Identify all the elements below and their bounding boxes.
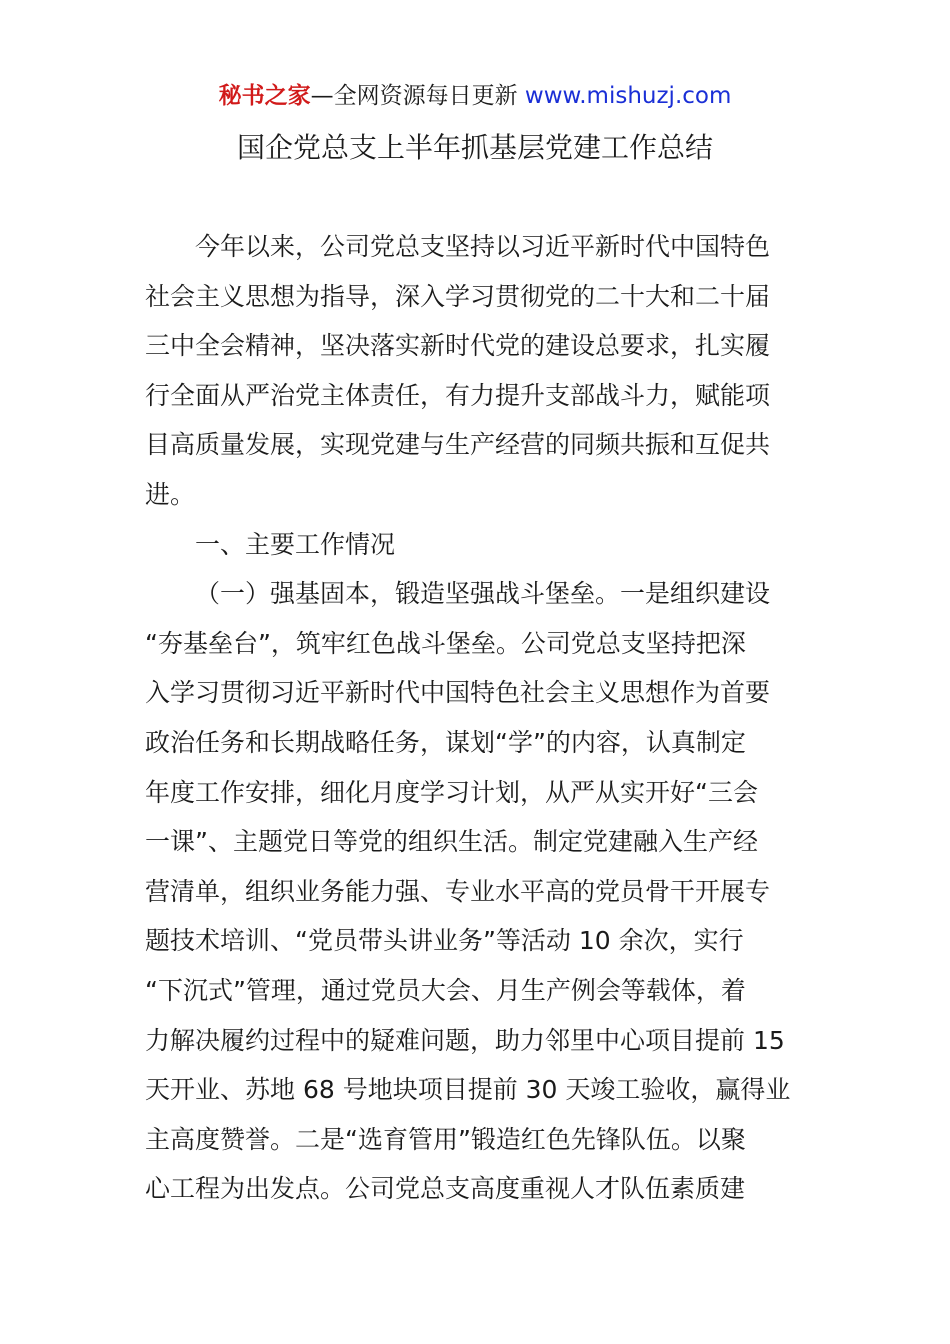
paragraph-line: 题技术培训、“党员带头讲业务”等活动 10 余次，实行 (145, 926, 744, 956)
paragraph-line: “夯基垒台”，筑牢红色战斗堡垒。公司党总支坚持把深 (145, 628, 746, 658)
site-url-link[interactable]: www.mishuzj.com (524, 83, 732, 109)
paragraph-line: 政治任务和长期战略任务，谋划“学”的内容，认真制定 (145, 727, 746, 757)
paragraph-line: 年度工作安排，细化月度学习计划，从严从实开好“三会 (145, 777, 758, 807)
document-body (145, 222, 809, 1214)
paragraph-line: （一）强基固本，锻造坚强战斗堡垒。一是组织建设 (195, 579, 771, 609)
paragraph-line: 行全面从严治党主体责任，有力提升支部战斗力，赋能项 (145, 380, 771, 410)
site-brand: 秘书之家 (218, 83, 311, 109)
paragraph-line: 主高度赞誉。二是“选育管用”锻造红色先锋队伍。以聚 (145, 1124, 746, 1154)
site-header (0, 80, 950, 112)
paragraph-line: 进。 (145, 479, 196, 509)
paragraph-line: 一课”、主题党日等党的组织生活。制定党建融入生产经 (145, 827, 758, 857)
paragraph-line: 力解决履约过程中的疑难问题，助力邻里中心项目提前 15 (145, 1025, 785, 1055)
paragraph-line: “下沉式”管理，通过党员大会、月生产例会等载体，着 (145, 975, 746, 1005)
section-heading: 一、主要工作情况 (195, 529, 396, 559)
site-tagline: —全网资源每日更新 (310, 83, 525, 109)
paragraph-line: 三中全会精神，坚决落实新时代党的建设总要求，扎实履 (145, 331, 771, 361)
paragraph-line: 心工程为出发点。公司党总支高度重视人才队伍素质建 (145, 1174, 746, 1204)
paragraph-line: 社会主义思想为指导，深入学习贯彻党的二十大和二十届 (145, 281, 771, 311)
paragraph-line: 天开业、苏地 68 号地块项目提前 30 天竣工验收，赢得业 (145, 1075, 791, 1105)
document-title: 国企党总支上半年抓基层党建工作总结 (236, 131, 713, 164)
paragraph-line: 目高质量发展，实现党建与生产经营的同频共振和互促共 (145, 430, 771, 460)
paragraph-line: 今年以来，公司党总支坚持以习近平新时代中国特色 (195, 232, 771, 261)
paragraph-line: 入学习贯彻习近平新时代中国特色社会主义思想作为首要 (145, 678, 771, 708)
paragraph-line: 营清单，组织业务能力强、专业水平高的党员骨干开展专 (145, 876, 771, 906)
